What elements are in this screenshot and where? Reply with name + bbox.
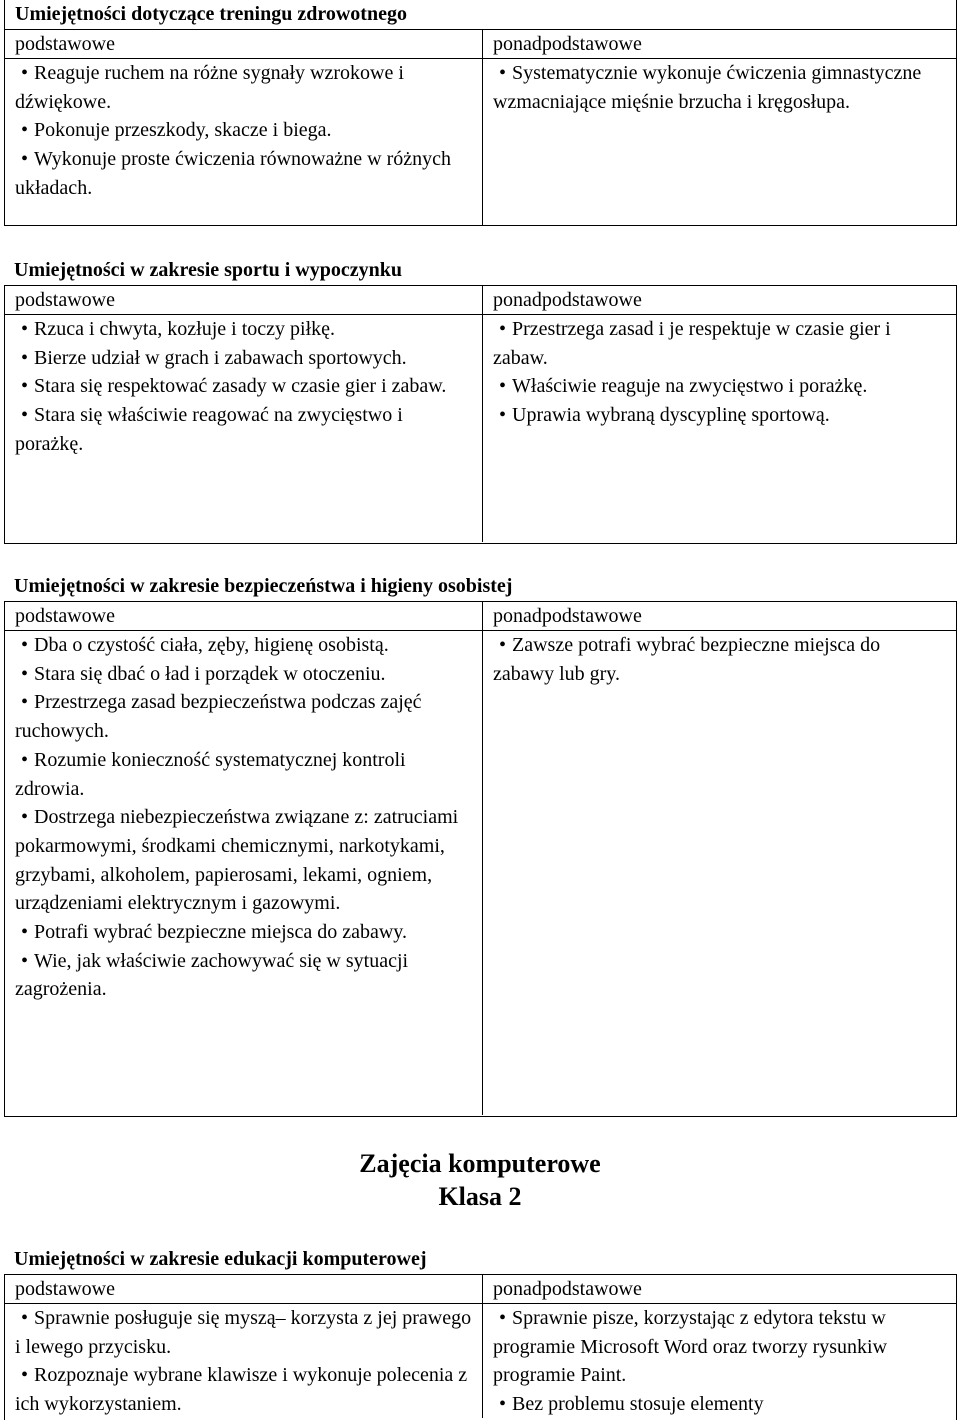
list-item: • Pokonuje przeszkody, skacze i biega. — [15, 116, 472, 145]
page-heading-subject: Zajęcia komputerowe — [359, 1149, 601, 1178]
bullet-icon: • — [21, 921, 29, 944]
bullet-icon: • — [21, 62, 29, 84]
bullet-icon: • — [21, 375, 29, 398]
advanced-skills-list — [483, 1304, 956, 1418]
column-header-row — [5, 602, 956, 631]
list-item: • Dostrzega niebezpieczeństwa związane z: zatruciami pokarmowymi, środkami chemicznymi, narkotykami, grzybami, alkoholem, papierosami, lekami, ogniem, urządzeniami elektrycznym i gazowymi. — [15, 806, 459, 915]
list-item: • Uprawia wybraną dyscyplinę sportową. — [493, 401, 946, 430]
bullet-icon: • — [21, 1364, 29, 1387]
list-item: • Rzuca i chwyta, kozłuje i toczy piłkę. — [15, 315, 472, 344]
bullet-icon: • — [499, 318, 507, 340]
column-header-basic: podstawowe — [5, 30, 483, 59]
content-row — [5, 1304, 956, 1418]
section-title: Umiejętności w zakresie sportu i wypoczynku — [14, 259, 402, 281]
section-box — [4, 0, 957, 226]
advanced-skills-list — [483, 315, 956, 542]
basic-skills-list — [5, 1304, 483, 1418]
bullet-icon: • — [499, 62, 507, 84]
section-health-training — [4, 0, 957, 226]
bullet-icon: • — [21, 662, 29, 685]
content-row — [5, 631, 956, 1115]
section-box — [4, 601, 957, 1117]
list-item: • Wie, jak właściwie zachowywać się w sytuacji zagrożenia. — [15, 949, 409, 1001]
column-header-advanced: ponadpodstawowe — [483, 1275, 956, 1304]
list-item: • Bez problemu stosuje elementy — [493, 1390, 946, 1419]
column-header-row — [5, 1275, 956, 1304]
section-box — [4, 285, 957, 544]
section-title: Umiejętności dotyczące treningu zdrowotnego — [5, 0, 956, 30]
bullet-icon: • — [21, 806, 29, 829]
bullet-icon: • — [21, 748, 29, 771]
bullet-icon: • — [21, 148, 29, 171]
bullet-icon: • — [21, 119, 29, 142]
bullet-icon: • — [21, 1307, 29, 1329]
bullet-icon: • — [21, 318, 29, 340]
list-item: • Sprawnie posługuje się myszą– korzysta z jej prawego i lewego przycisku. — [15, 1307, 472, 1358]
list-item: • Dba o czystość ciała, zęby, higienę osobistą. — [15, 631, 472, 660]
content-row — [5, 59, 956, 225]
list-item: • Rozumie konieczność systematycznej kontroli zdrowia. — [15, 748, 406, 800]
list-item: • Przestrzega zasad i je respektuje w czasie gier i zabaw. — [493, 318, 891, 369]
bullet-icon: • — [499, 375, 507, 398]
bullet-icon: • — [21, 949, 29, 972]
column-header-advanced: ponadpodstawowe — [483, 286, 956, 315]
list-item: • Reaguje ruchem na różne sygnały wzrokowe i dźwiękowe. — [15, 62, 404, 113]
list-item: • Rozpoznaje wybrane klawisze i wykonuje polecenia z ich wykorzystaniem. — [15, 1364, 468, 1416]
column-header-advanced: ponadpodstawowe — [483, 30, 956, 59]
bullet-icon: • — [21, 691, 29, 714]
list-item: • Wykonuje proste ćwiczenia równoważne w różnych układach. — [15, 148, 451, 199]
bullet-icon: • — [499, 404, 507, 427]
column-header-row — [5, 30, 956, 59]
bullet-icon: • — [499, 1393, 507, 1416]
list-item: • Systematycznie wykonuje ćwiczenia gimnastyczne wzmacniające mięśnie brzucha i kręgosłupa. — [493, 62, 922, 113]
list-item: • Zawsze potrafi wybrać bezpieczne miejsca do zabawy lub gry. — [493, 634, 881, 685]
column-header-row — [5, 286, 956, 315]
section-title: Umiejętności w zakresie edukacji komputerowej — [14, 1248, 427, 1270]
list-item: • Potrafi wybrać bezpieczne miejsca do zabawy. — [15, 918, 472, 947]
column-header-advanced: ponadpodstawowe — [483, 602, 956, 631]
section-safety-hygiene — [4, 572, 957, 1117]
section-box — [4, 1274, 957, 1420]
list-item: • Właściwie reaguje na zwycięstwo i porażkę. — [493, 372, 946, 401]
section-computer-education — [4, 1245, 957, 1420]
bullet-icon: • — [21, 404, 29, 427]
column-header-basic: podstawowe — [5, 602, 483, 631]
list-item: • Stara się właściwie reagować na zwycięstwo i porażkę. — [15, 404, 403, 455]
advanced-skills-list — [483, 631, 956, 1115]
bullet-icon: • — [21, 346, 29, 369]
list-item: • Stara się dbać o ład i porządek w otoczeniu. — [15, 660, 472, 689]
basic-skills-list — [5, 315, 483, 542]
section-title: Umiejętności w zakresie bezpieczeństwa i higieny osobistej — [14, 575, 513, 597]
section-sport-leisure — [4, 256, 957, 544]
bullet-icon: • — [499, 1307, 507, 1329]
basic-skills-list — [5, 631, 483, 1115]
basic-skills-list — [5, 59, 483, 225]
content-row — [5, 315, 956, 542]
advanced-skills-list — [483, 59, 956, 225]
list-item: • Stara się respektować zasady w czasie gier i zabaw. — [15, 372, 472, 401]
list-item: • Sprawnie pisze, korzystając z edytora tekstu w programie Microsoft Word oraz tworzy rysunkiw programie Paint. — [493, 1307, 888, 1387]
page-heading-grade: Klasa 2 — [438, 1182, 522, 1211]
list-item: • Bierze udział w grach i zabawach sportowych. — [15, 344, 472, 373]
column-header-basic: podstawowe — [5, 286, 483, 315]
list-item: • Przestrzega zasad bezpieczeństwa podczas zajęć ruchowych. — [15, 691, 422, 743]
column-header-basic: podstawowe — [5, 1275, 483, 1304]
bullet-icon: • — [21, 634, 29, 656]
bullet-icon: • — [499, 634, 507, 656]
